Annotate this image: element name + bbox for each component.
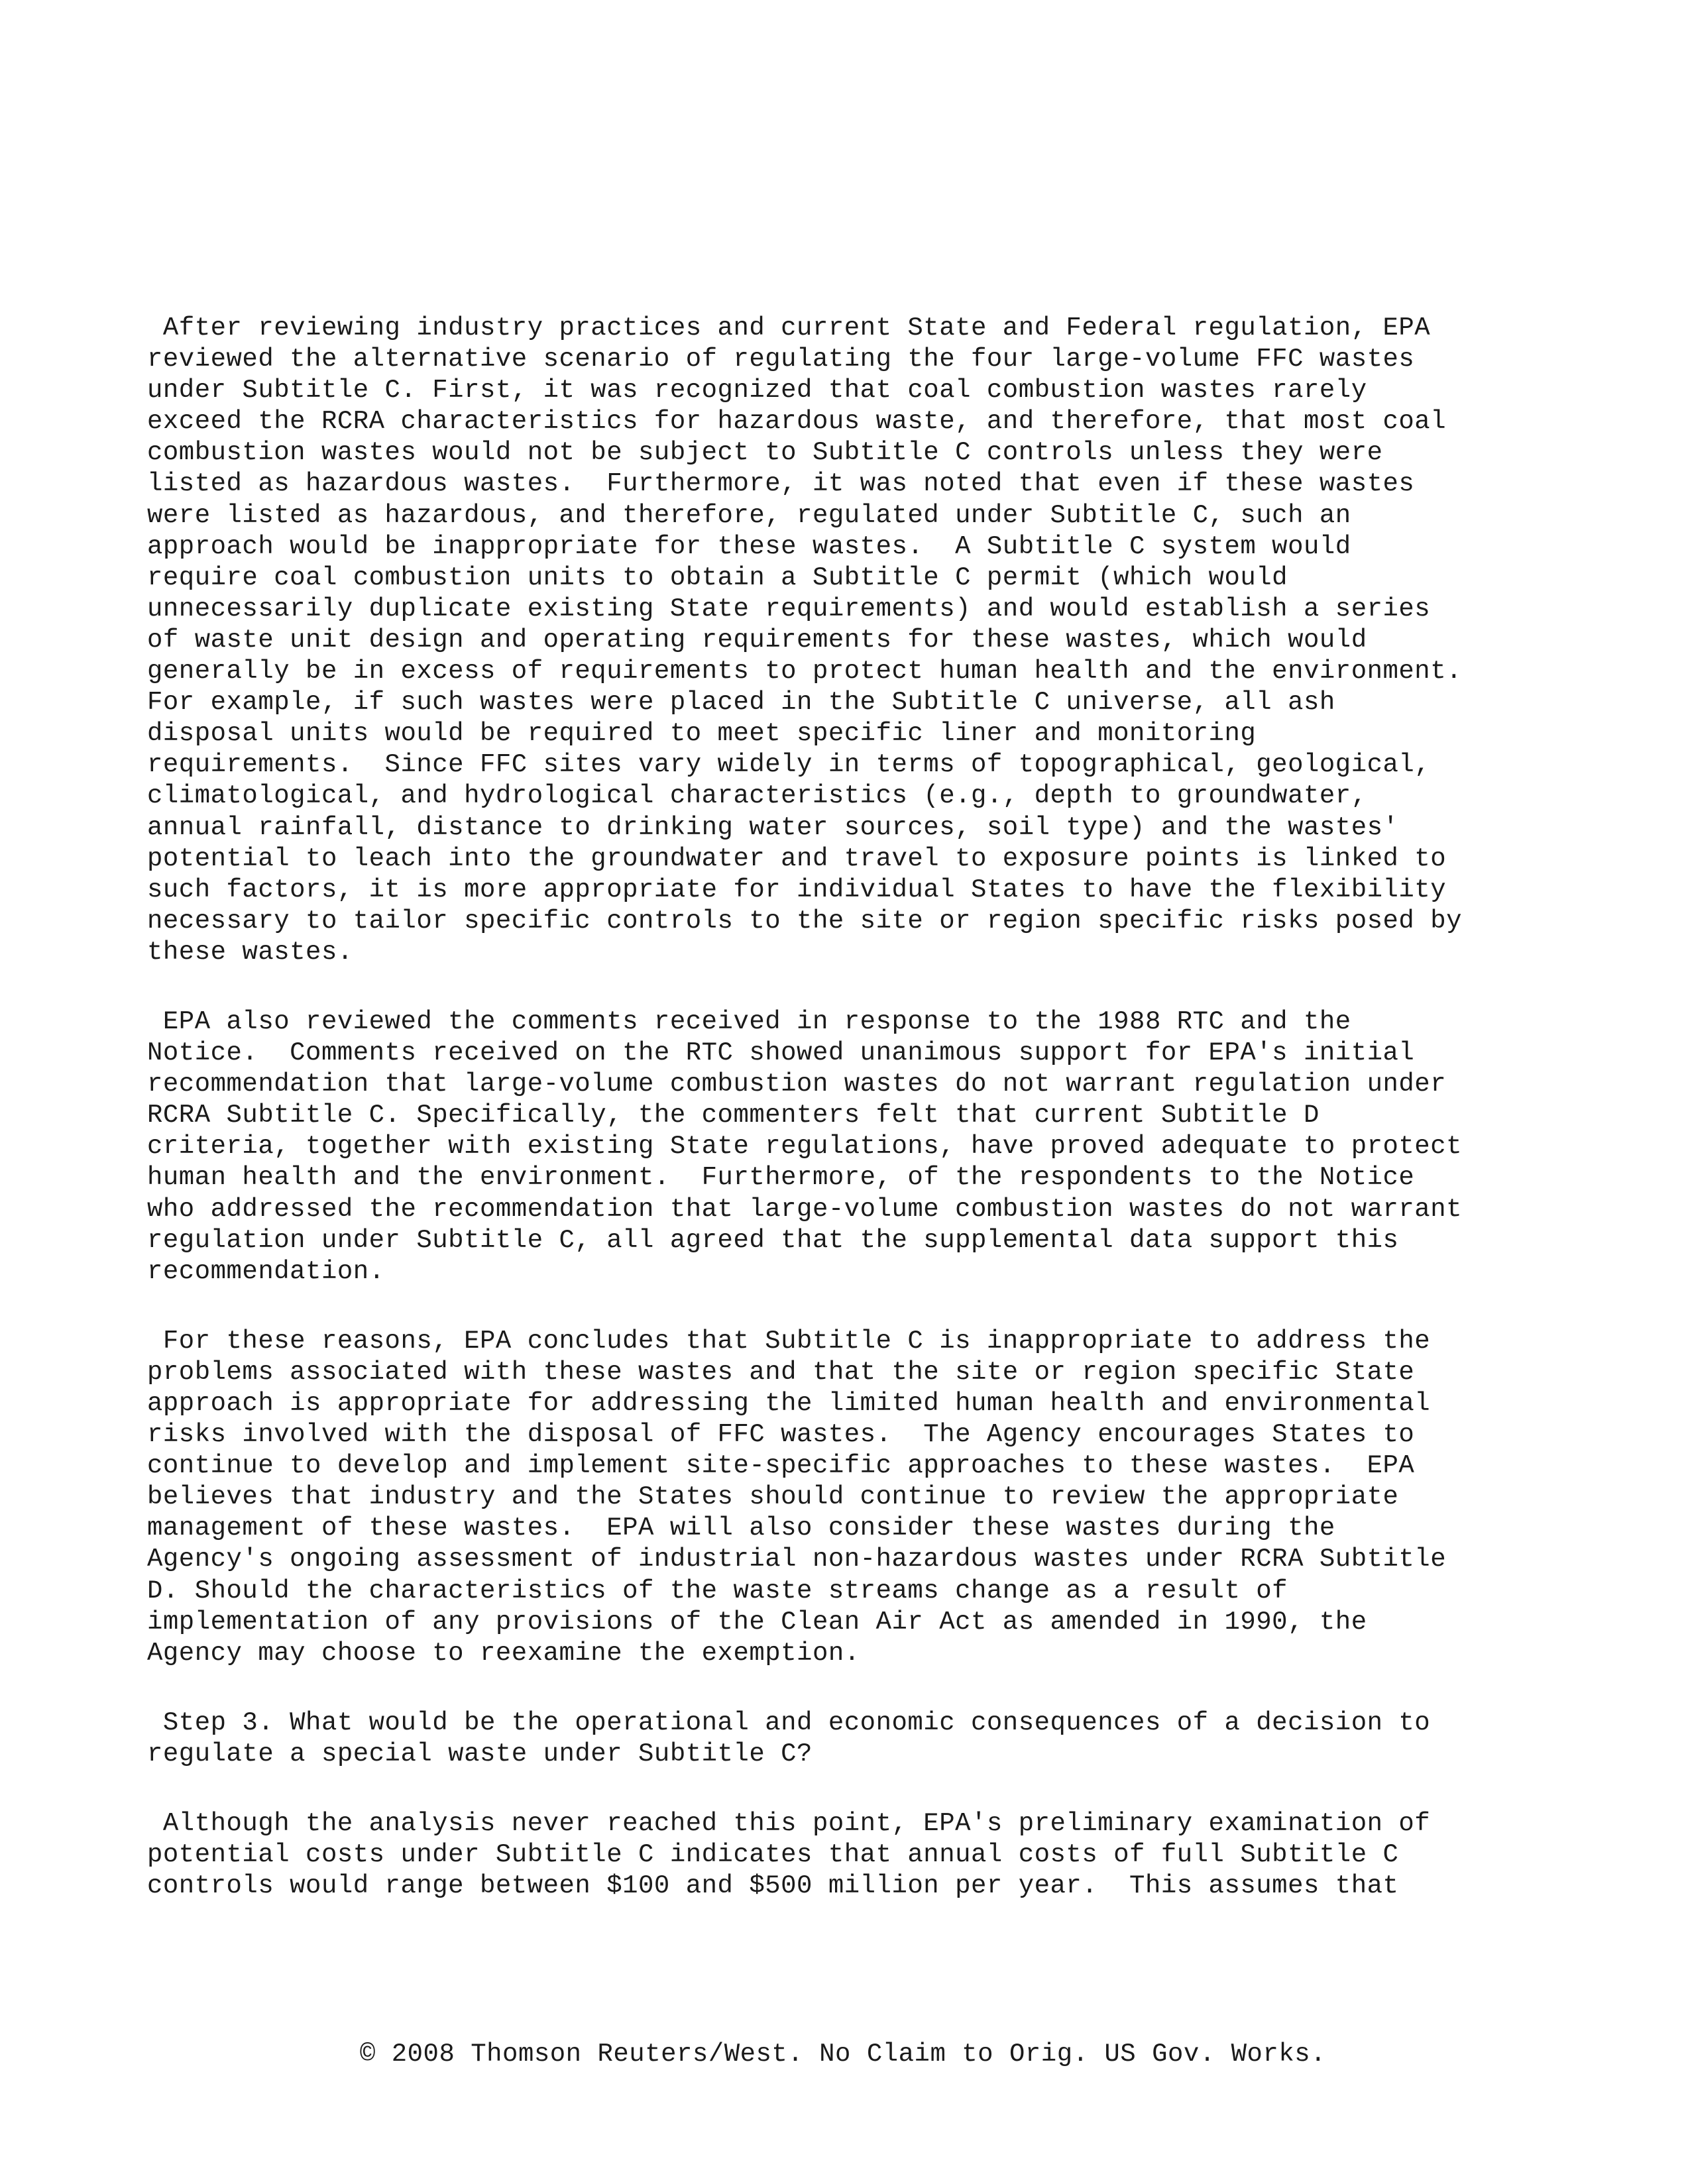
text-line: criteria, together with existing State regulations, have proved adequate to protect: [147, 1132, 1463, 1162]
paragraph-step-3: [147, 1708, 1546, 1770]
text-line: disposal units would be required to meet specific liner and monitoring: [147, 719, 1257, 749]
text-line: human health and the environment. Furthermore, of the respondents to the Notice: [147, 1163, 1415, 1193]
paragraph-2: [147, 1007, 1546, 1287]
text-line: problems associated with these wastes and that the site or region specific State: [147, 1357, 1415, 1387]
text-line: management of these wastes. EPA will also consider these wastes during the: [147, 1513, 1335, 1543]
text-line: listed as hazardous wastes. Furthermore, it was noted that even if these wastes: [147, 469, 1415, 499]
text-line: require coal combustion units to obtain a Subtitle C permit (which would: [147, 563, 1288, 592]
text-line: Agency's ongoing assessment of industrial non-hazardous wastes under RCRA Subtitle: [147, 1545, 1447, 1574]
text-line: approach is appropriate for addressing the limited human health and environmental: [147, 1389, 1431, 1418]
text-line: RCRA Subtitle C. Specifically, the commenters felt that current Subtitle D: [147, 1101, 1320, 1130]
text-line: For these reasons, EPA concludes that Subtitle C is inappropriate to address the: [147, 1326, 1431, 1356]
text-line: generally be in excess of requirements to protect human health and the environment.: [147, 657, 1463, 686]
text-line: reviewed the alternative scenario of regulating the four large-volume FFC wastes: [147, 345, 1415, 374]
text-line: recommendation.: [147, 1256, 385, 1286]
text-line: regulation under Subtitle C, all agreed that the supplemental data support this: [147, 1225, 1399, 1255]
paragraph-3: [147, 1326, 1546, 1669]
text-line: who addressed the recommendation that large-volume combustion wastes do not warrant: [147, 1194, 1463, 1224]
text-line: necessary to tailor specific controls to the site or region specific risks posed by: [147, 906, 1463, 936]
text-line: requirements. Since FFC sites vary widely in terms of topographical, geological,: [147, 750, 1431, 780]
text-line: combustion wastes would not be subject to Subtitle C controls unless they were: [147, 438, 1383, 468]
text-line: potential to leach into the groundwater and travel to exposure points is linked to: [147, 844, 1447, 873]
text-line: approach would be inappropriate for these wastes. A Subtitle C system would: [147, 531, 1351, 561]
text-line: EPA also reviewed the comments received in response to the 1988 RTC and the: [147, 1007, 1351, 1036]
text-line: exceed the RCRA characteristics for hazardous waste, and therefore, that most coal: [147, 407, 1447, 437]
text-line: annual rainfall, distance to drinking water sources, soil type) and the wastes': [147, 812, 1399, 842]
text-line: recommendation that large-volume combustion wastes do not warrant regulation under: [147, 1069, 1447, 1099]
text-line: continue to develop and implement site-specific approaches to these wastes. EPA: [147, 1451, 1415, 1481]
text-line: implementation of any provisions of the Clean Air Act as amended in 1990, the: [147, 1607, 1367, 1637]
text-line: After reviewing industry practices and current State and Federal regulation, EPA: [147, 313, 1431, 343]
text-line: these wastes.: [147, 937, 353, 967]
text-line: Step 3. What would be the operational and economic consequences of a decision to: [147, 1708, 1431, 1737]
text-line: controls would range between $100 and $500 million per year. This assumes that: [147, 1871, 1399, 1901]
text-line: of waste unit design and operating requirements for these wastes, which would: [147, 625, 1367, 655]
paragraph-5: [147, 1808, 1546, 1902]
text-line: Although the analysis never reached this point, EPA's preliminary examination of: [147, 1809, 1431, 1839]
text-line: under Subtitle C. First, it was recognized that coal combustion wastes rarely: [147, 376, 1367, 406]
text-line: Notice. Comments received on the RTC showed unanimous support for EPA's initial: [147, 1038, 1415, 1068]
text-line: potential costs under Subtitle C indicates that annual costs of full Subtitle C: [147, 1840, 1399, 1870]
text-line: For example, if such wastes were placed in the Subtitle C universe, all ash: [147, 688, 1335, 718]
document-body: [147, 313, 1546, 1940]
text-line: Agency may choose to reexamine the exemption.: [147, 1638, 860, 1668]
text-line: D. Should the characteristics of the waste streams change as a result of: [147, 1576, 1288, 1606]
paragraph-1: [147, 313, 1546, 968]
text-line: believes that industry and the States should continue to review the appropriate: [147, 1482, 1399, 1512]
text-line: climatological, and hydrological characteristics (e.g., depth to groundwater,: [147, 781, 1367, 811]
text-line: unnecessarily duplicate existing State requirements) and would establish a series: [147, 594, 1431, 624]
text-line: were listed as hazardous, and therefore, regulated under Subtitle C, such an: [147, 500, 1351, 530]
text-line: regulate a special waste under Subtitle C?: [147, 1739, 813, 1769]
text-line: risks involved with the disposal of FFC wastes. The Agency encourages States to: [147, 1420, 1415, 1450]
page-footer: © 2008 Thomson Reuters/West. No Claim to Orig. US Gov. Works.: [359, 2040, 1327, 2069]
text-line: such factors, it is more appropriate for individual States to have the flexibility: [147, 875, 1447, 904]
